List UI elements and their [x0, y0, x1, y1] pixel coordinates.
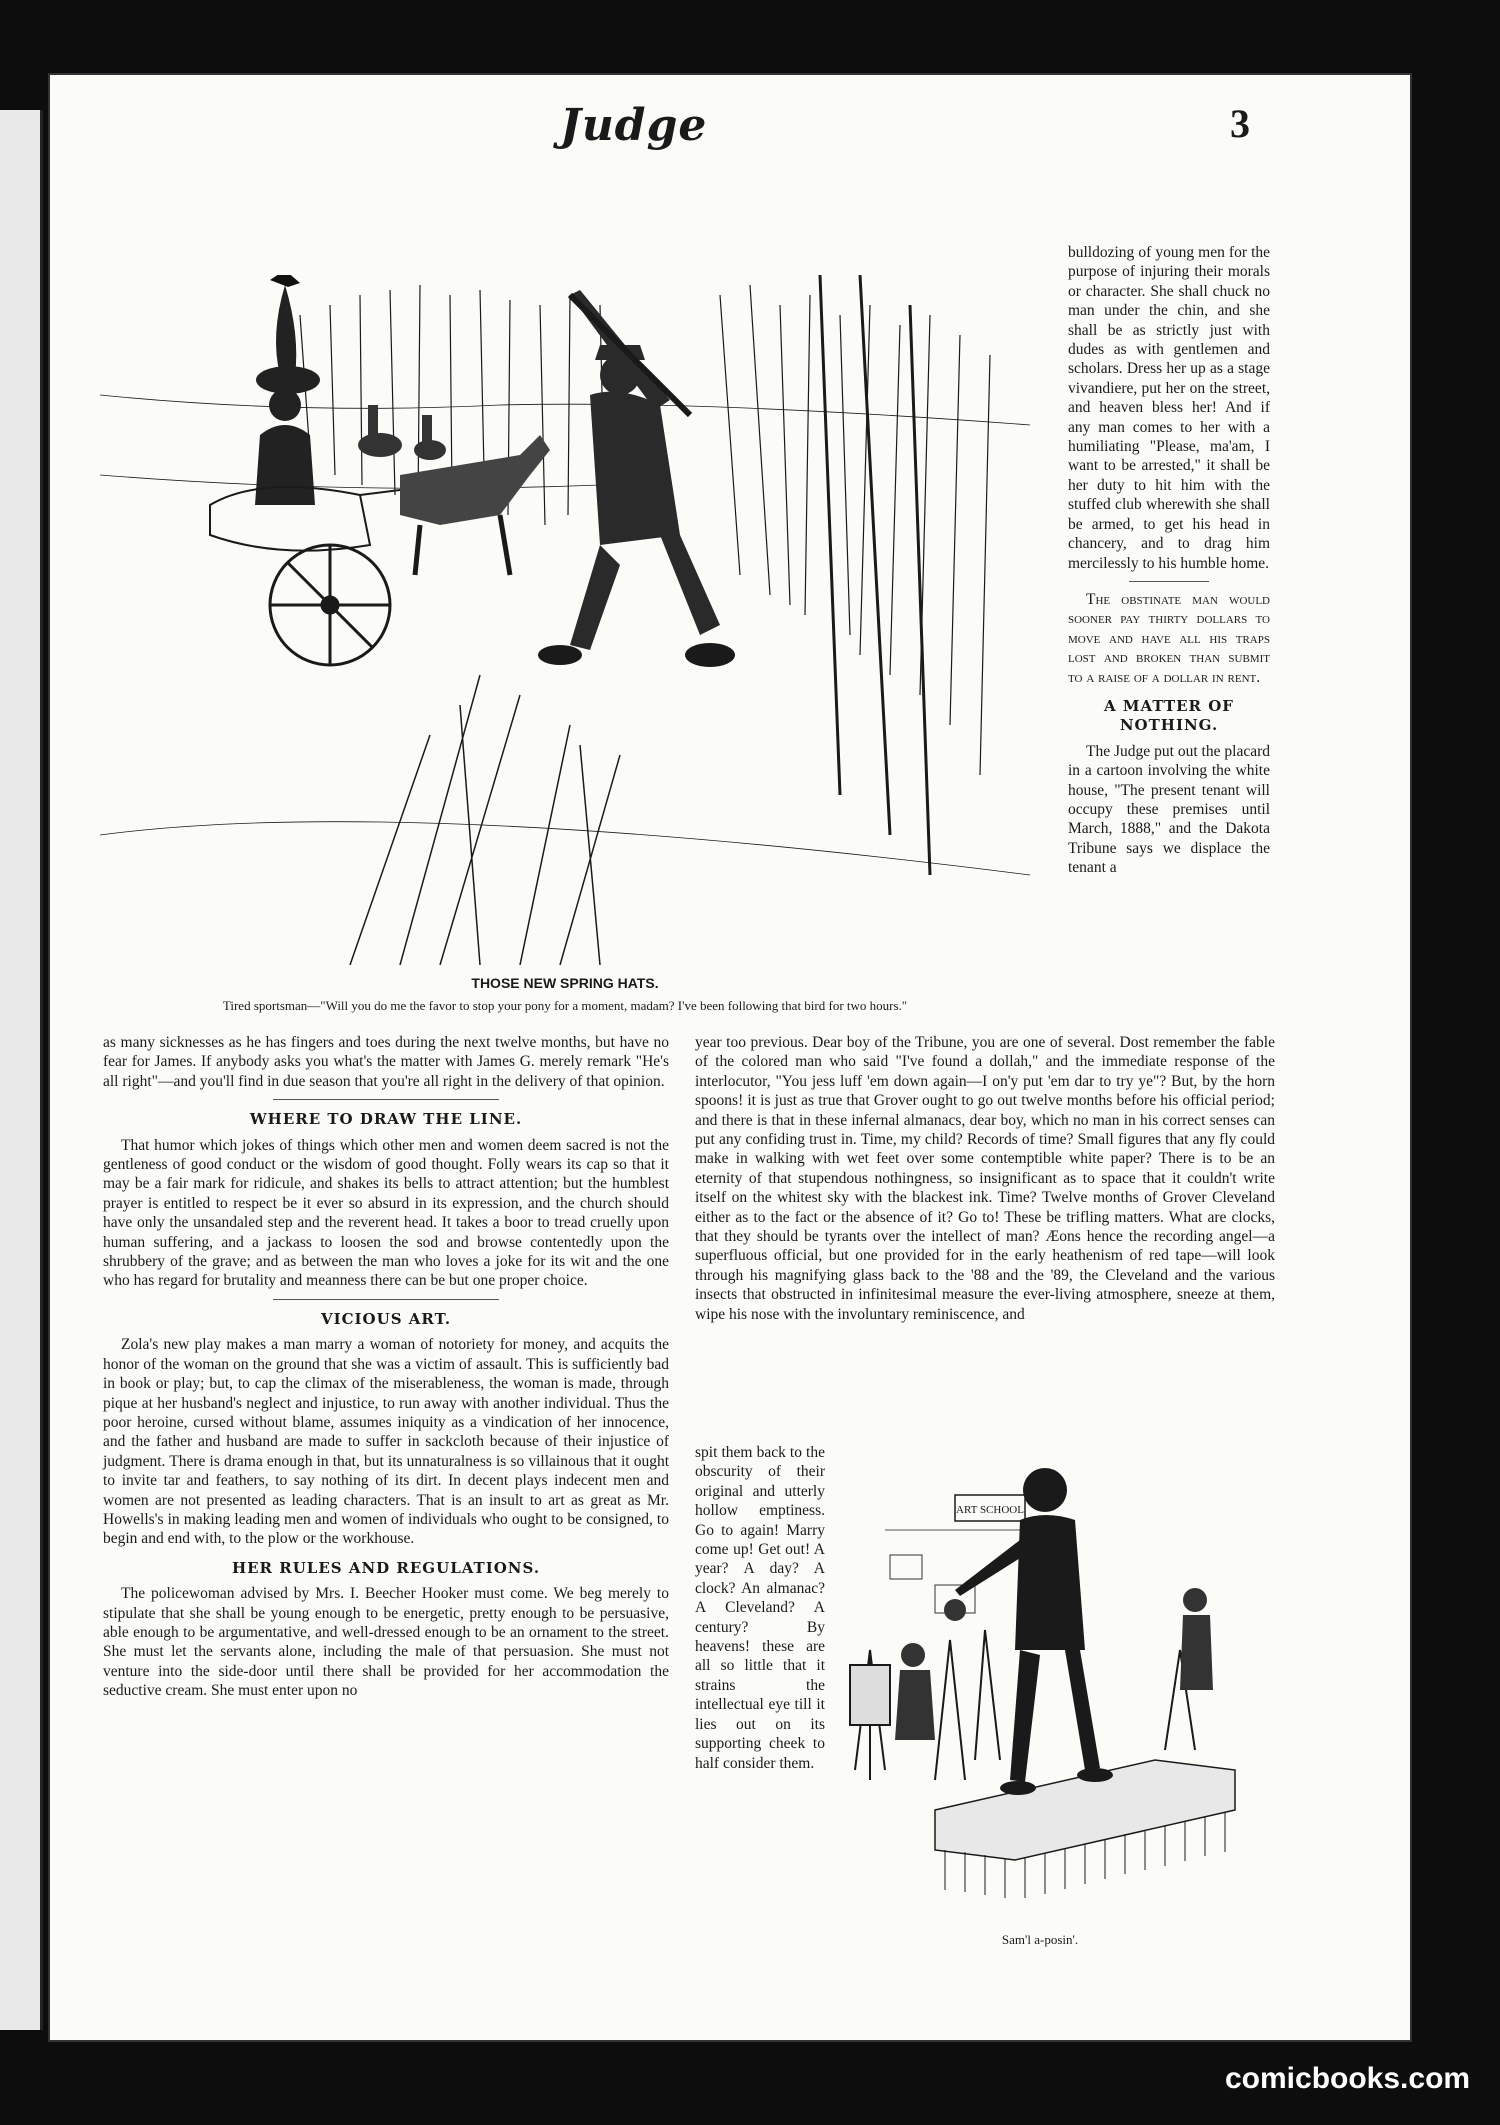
middle-column-paragraph: year too previous. Dear boy of the Tribune, you are one of several. Dost remember the fable of the colored man who said "I've found a dollah," and the immediate response of the interlocutor, "You jess luff 'em down again—I on'y put 'em dar to try ye"? But, by the horn spoons! it is just as true that Grover ought to go out twelve months before his official period; and there is that in these infernal almanacs, dear boy, which no man in his correct senses can put any confiding trust in. Time, my child? Records of time? Small figures that any fly could make in walking with wet feet over some contemptible white paper? There is to be an eternity of that stupendous nothingness, so insignificant as to space that it couldn't write itself on the whitest sky with the blackest ink. Time? Twelve months of Grover Cleveland either as to the fact or the absence of it? Go to! These be trifling matters. What are clocks, that they should be tyrants over the intellect of man? Æons hence the recording angel—a superfluous official, but one provided for in the early heathenism of red tape—will look through his magnifying glass back to the '88 and the '89, the Cleveland and the various insects that obstructed in infinitesimal measure the ever-living atmosphere, sneeze at them, wipe his nose with the involuntary reminiscence, and	[695, 1034, 1275, 1323]
page-number: 3	[1230, 101, 1250, 146]
masthead-title: Judge	[560, 100, 708, 151]
art-school-illustration	[835, 1450, 1245, 1920]
narrow-column-paragraph: spit them back to the obscurity of their original and utterly hollow emptiness. Go to again! Marry come up! Get out! A year? A day? A clock? An almanac? A Cleveland? A century? By heavens! these are all so little that it strains the intellectual eye till it lies out on its supporting cheek to half consider them.	[695, 1444, 825, 1772]
right-column-paragraph: The obstinate man would sooner pay thirty dollars to move and have all his traps lost and broken than submit to a raise of a dollar in rent.	[1068, 590, 1270, 686]
left-column-paragraph: Zola's new play makes a man marry a woman of notoriety for money, and acquits the honor of the woman on the ground that she was a victim of assault. This is sufficiently bad in book or play; but, to cap the climax of the miserableness, the woman is made, through pique at her husband's neglect and injustice, to run away with another individual. Thus the poor heroine, cursed without blame, assumes iniquity as a vindication of her innocence, and the father and husband are made to suffer in sackcloth because of their injustice of judgment. There is drama enough in that, but its unnaturalness is so villainous that it ought to invite tar and feathers, to say nothing of its dirt. In decent plays indecent men and women are not presented as leading characters. That is an insult to art as great as Mr. Howells's in making leading men and women of individuals who ought to be consigned, to begin and end with, to the plow or the workhouse.	[103, 1336, 669, 1548]
illustration-caption: Tired sportsman—"Will you do me the favor to stop your pony for a moment, madam? I've been following that bird for two hours."	[222, 998, 908, 1013]
middle-column	[695, 1033, 1275, 1328]
divider	[273, 1099, 499, 1100]
left-column-paragraph: The policewoman advised by Mrs. I. Beecher Hooker must come. We beg merely to stipulate that she shall be young enough to be energetic, pretty enough to be persuasive, able enough to be argumentative, and well-dressed enough to be an ornament to the street. She must let the servants alone, including the male of that persuasion. She must not venture into the side-door until there shall be provided for her accommodation the seductive cream. She must enter upon no	[103, 1585, 669, 1700]
illustration-title: THOSE NEW SPRING HATS.	[471, 975, 659, 991]
narrow-column	[695, 1443, 825, 1777]
illustration-caption: Sam'l a-posin'.	[1001, 1932, 1079, 1947]
divider	[1129, 581, 1210, 582]
watermark: comicbooks.com	[1225, 2062, 1471, 2095]
left-column	[103, 1033, 669, 1705]
section-heading: HER RULES AND REGULATIONS.	[231, 1558, 541, 1577]
spring-hats-illustration	[100, 275, 1030, 965]
section-heading: A MATTER OF NOTHING.	[1104, 696, 1234, 735]
art-school-sign: ART SCHOOL	[956, 1504, 1024, 1516]
right-column-paragraph: bulldozing of young men for the purpose of injuring their morals or character. She shall chuck no man under the chin, and she shall be as strictly just with dudes as with gentlemen and scholars. Dress her up as a stage vivandiere, put her on the street, and heaven bless her! And if any man comes to her with a humiliating "Please, ma'am, I want to be arrested," it shall be her duty to hit him with the stuffed club wherewith she shall be armed, to get his head in chancery, and to drag him mercilessly to his humble home.	[1068, 244, 1270, 572]
right-column-paragraph: The Judge put out the placard in a cartoon involving the white house, "The present tenant will occupy these premises until March, 1888," and the Dakota Tribune says we displace the tenant a	[1068, 742, 1270, 877]
section-heading: VICIOUS ART.	[320, 1309, 452, 1328]
adjacent-page-edge	[0, 110, 43, 2030]
left-column-paragraph: That humor which jokes of things which other men and women deem sacred is not the gentleness of good conduct or the wisdom of good thought. Folly wears its cap so that it may be a fair mark for ridicule, and shakes its bells to attract attention; but the humblest prayer is entitled to respect be it ever so absurd in its expression, and the church should have only the unsandaled step and the reverent head. It takes a boor to tread cruelly upon human suffering, and a jackass to loosen the sod and browse contentedly upon the shrubbery of the grave; and as between the man who loves a joke for its wit and the one who has regard for brutality and meanness there can be but one proper choice.	[103, 1136, 669, 1290]
divider	[273, 1299, 499, 1300]
right-column	[1068, 243, 1270, 882]
left-column-paragraph: as many sicknesses as he has fingers and toes during the next twelve months, but have no fear for James. If anybody asks you what's the matter with James G. merely remark "He's all right"—and you'll find in due season that you're all right in the delivery of that opinion.	[103, 1034, 669, 1090]
section-heading: WHERE TO DRAW THE LINE.	[249, 1110, 523, 1129]
